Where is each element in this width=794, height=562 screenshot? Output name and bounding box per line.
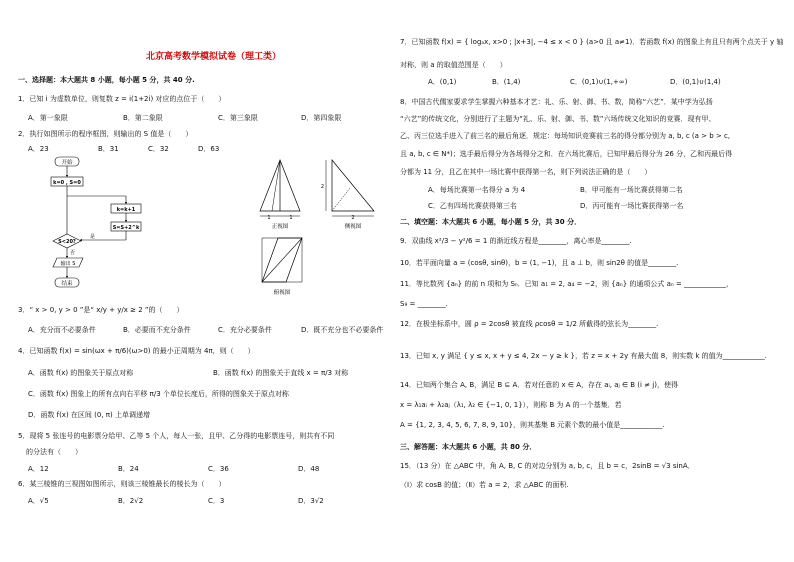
flow-sum-label: S=S+2^k [112,225,140,231]
q7-option-a: A．(0,1) [428,78,457,86]
q8-option-d: D．丙可能有一场比赛获得第一名 [580,202,684,210]
q11-line2: S₉ = ________. [400,300,448,308]
q3-option-b: B．必要而不充分条件 [123,326,191,334]
flow-start-label: 开始 [61,160,73,166]
flow-no-label: 否 [70,250,76,256]
flow-condition-label: S<20? [58,239,76,245]
q10: 10．若平面向量 a = (cosθ, sinθ)，b = (1, −1)，且 a ⊥ b，则 sin2θ 的值是________. [400,259,679,267]
q4-option-a: A．函数 f(x) 的图象关于原点对称 [28,369,134,377]
q8-line2: “六艺”的传统文化，分别进行了主题为“礼、乐、射、御、书、数”六场传统文化知识的竞赛．现有甲、 [400,115,716,123]
top-view-caption: 俯视图 [273,290,291,296]
q7-stem-line1: 7．已知函数 f(x) = { logₐx, x>0 ; |x+3|, −4 ≤ x < 0 } (a>0 且 a≠1)．若函数 f(x) 的图象上有且只有两个点关于 y 轴 [400,38,784,46]
q3-option-c: C．充分必要条件 [218,326,272,334]
q13: 13．已知 x, y 满足 { y ≤ x, x + y ≤ 4, 2x − y ≥ k }，若 z = x + 2y 有最大值 8，则实数 k 的值为____________. [400,352,767,360]
q15-line2: （Ⅰ）求 cosB 的值；（Ⅱ）若 a = 2，求 △ABC 的面积. [400,481,569,489]
flow-output-label: 输出 S [60,261,76,267]
q7-option-b: B．(1,4) [492,78,521,86]
q2-stem: 2．执行如图所示的程序框图，则输出的 S 值是（ ） [18,130,193,138]
q1-option-c: C．第三象限 [218,114,258,122]
q8-line5: 分都为 11 分，且乙在其中一场比赛中获得第一名，则下列说法正确的是（ ） [400,168,652,176]
q2-option-d: D．63 [198,145,220,153]
q4-option-d: D．函数 f(x) 在区间 (0, π) 上单调递增 [28,411,150,419]
front-view-caption: 正视图 [271,224,289,230]
q9: 9．双曲线 x²/3 − y²/6 = 1 的渐近线方程是________，离心率是________. [400,237,632,245]
q5-option-d: D．48 [298,465,320,473]
q3-option-d: D．既不充分也不必要条件 [301,326,384,334]
q5-stem-line2: 的分法有（ ） [26,448,82,456]
q6-stem: 6．某三棱锥的三视图如图所示，则该三棱锥最长的棱长为（ ） [18,480,226,488]
q8-option-c: C．乙有四场比赛获得第三名 [428,202,517,210]
side-view-caption: 侧视图 [344,224,362,230]
flowchart [48,155,168,295]
q8-line1: 8．中国古代儒家要求学生掌握六种基本才艺：礼、乐、射、御、书、数，简称“六艺”．某中学为弘扬 [400,98,713,106]
q1-stem: 1．已知 i 为虚数单位，则复数 z = i(1+2i) 对应的点位于（ ） [18,95,226,103]
q5-option-b: B．24 [118,465,139,473]
flow-init-label: k=0 , S=0 [53,180,81,186]
q7-option-d: D．(0,1)∪(1,4) [670,78,721,86]
q4-option-b: B．函数 f(x) 的图象关于直线 x = π/3 对称 [213,369,349,377]
q8-line3: 乙、丙三位选手进入了前三名的最后角逐．规定：每场知识竞赛前三名的得分都分别为 a, b, c (a > b > c, [400,132,731,140]
q4-option-c: C．函数 f(x) 图象上的所有点向右平移 π/3 个单位长度后，所得的图象关于原点对称 [28,390,289,398]
q6-option-b: B．2√2 [118,497,144,505]
q3-stem: 3．“ x > 0, y > 0 ”是“ x/y + y/x ≥ 2 ”的（ ） [18,306,184,314]
q2-option-a: A．23 [28,145,49,153]
q2-option-b: B．31 [98,145,119,153]
side-dim-height: 2 [320,184,324,190]
q2-option-c: C．32 [148,145,169,153]
side-dim-width: 2 [351,215,355,221]
right-column [400,0,784,562]
q8-line4: 且 a, b, c ∈ N*)；选手最后得分为各场得分之和．在六场比赛后，已知甲最后得分为 26 分，乙和丙最后得 [400,150,733,158]
q14-line1: 14．已知两个集合 A, B，满足 B ⊆ A．若对任意的 x ∈ A，存在 aᵢ, aⱼ ∈ B (i ≠ j)，使得 [400,381,678,389]
top-view [262,238,302,296]
q7-stem-line2: 对称，则 a 的取值范围是（ ） [400,61,507,69]
flow-yes-label: 是 [90,234,96,240]
q11-line1: 11．等比数列 {aₙ} 的前 n 项和为 Sₙ．已知 a₁ = 2, a₄ = −2，则 {aₙ} 的通项公式 aₙ = ____________， [400,280,734,288]
q8-option-a: A．每场比赛第一名得分 a 为 4 [428,186,526,194]
front-dim-1: 1 [267,215,271,221]
q6-option-c: C．3 [208,497,225,505]
flow-end-label: 结束 [61,281,73,287]
q6-option-d: D．3√2 [298,497,324,505]
q1-option-d: D．第四象限 [301,114,342,122]
left-column [18,0,398,562]
q12: 12．在极坐标系中，圆 ρ = 2cosθ 被直线 ρcosθ = 1/2 所截得的弦长为________. [400,320,659,328]
section-3-heading: 三、解答题：本大题共 6 小题，共 80 分． [400,443,537,451]
section-1-heading: 一、选择题：本大题共 8 小题，每小题 5 分，共 40 分. [18,76,195,84]
q1-option-b: B．第二象限 [123,114,163,122]
section-2-heading: 二、填空题：本大题共 6 小题，每小题 5 分，共 30 分． [400,218,582,226]
q3-option-a: A．充分而不必要条件 [28,326,96,334]
q5-stem-line1: 5．现将 5 张连号的电影票分给甲、乙等 5 个人，每人一张，且甲、乙分得的电影票连号，则共有不同 [18,432,335,440]
q14-line2: x = λ₁aᵢ + λ₂aⱼ（λ₁, λ₂ ∈ {−1, 0, 1}），则称 B 为 A 的一个基集．若 [400,401,622,409]
q4-stem: 4．已知函数 f(x) = sin(ωx + π/6)(ω>0) 的最小正周期为 4π，则（ ） [18,347,255,355]
q15-line1: 15．（13 分）在 △ABC 中，角 A, B, C 的对边分别为 a, b, c，且 b = c，2sinB = √3 sinA． [400,462,695,470]
q14-line3: A = {1, 2, 3, 4, 5, 6, 7, 8, 9, 10}，则其基集 B 元素个数的最小值是____________. [400,421,665,429]
front-view [260,160,300,230]
q7-option-c: C．(0,1)∪(1,+∞) [570,78,628,86]
q6-option-a: A．√5 [28,497,49,505]
front-dim-2: 1 [289,215,293,221]
three-views [258,158,398,298]
flow-increment-label: k=k+1 [116,207,136,213]
q8-option-b: B．甲可能有一场比赛获得第二名 [580,186,683,194]
q1-option-a: A．第一象限 [28,114,68,122]
q5-option-c: C．36 [208,465,229,473]
page-title: 北京高考数学模拟试卷（理工类） [146,52,282,62]
side-view [321,160,374,230]
q5-option-a: A．12 [28,465,49,473]
